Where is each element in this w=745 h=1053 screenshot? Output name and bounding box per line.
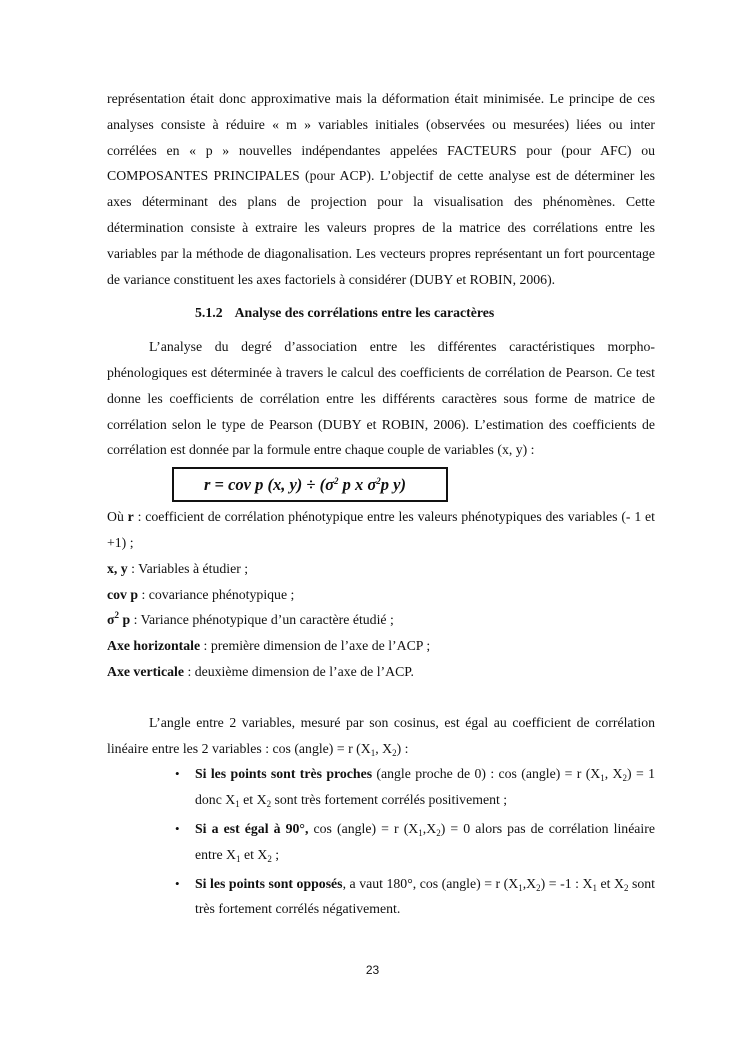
formula-box [172, 467, 448, 502]
definition-axe-horizontale [107, 633, 655, 659]
bullet-text: et X [240, 846, 268, 862]
bullet-text: ,X [422, 820, 437, 836]
section-paragraph: L’analyse du degré d’association entre les différentes caractéristiques morpho-phénologiques est déterminée à travers le calcul des coefficients de corrélation de Pearson. Ce test donne les coefficients de corrélation entre les différents caractères sous forme de matrice de corrélation selon le type de Pearson (DUBY et ROBIN, 2006). L’estimation des coefficients de corrélation est donnée par la formule entre chaque couple de variables (x, y) : [107, 339, 655, 458]
subscript: 1 [600, 773, 605, 784]
subscript: 2 [436, 827, 441, 838]
definition-text: : première dimension de l’axe de l’ACP ; [200, 638, 431, 654]
definition-sigma [107, 607, 655, 633]
bullet-icon: • [175, 820, 180, 836]
page-content [107, 86, 655, 925]
definition-text: : covariance phénotypique ; [138, 586, 295, 602]
bullet-bold: Si les points sont très proches [195, 766, 373, 782]
bullet-icon: • [175, 875, 180, 891]
definition-term: x, y [107, 560, 128, 576]
formula-superscript: 2 [333, 476, 339, 487]
bullet-list [107, 761, 655, 922]
bullet-text: , a vaut 180°, cos (angle) = r (X [342, 875, 519, 891]
bullet-bold: Si a est égal à 90°, [195, 820, 309, 836]
angle-text: L’angle entre 2 variables, mesuré par son cosinus, est égal au coefficient de corrélation linéaire entre les 2 variables : cos (angle) = r (X [107, 714, 655, 756]
formula-part: p y) [380, 475, 406, 495]
angle-paragraph [107, 710, 655, 762]
bullet-text: cos (angle) = r (X [308, 820, 419, 836]
definition-prefix: Où [107, 509, 128, 525]
spacer [107, 685, 655, 710]
definition-text: : deuxième dimension de l’axe de l’ACP. [184, 663, 414, 679]
bullet-text: et X [239, 792, 267, 808]
definition-r [107, 504, 655, 556]
bullet-item [175, 761, 655, 813]
bullet-icon: • [175, 766, 180, 782]
definition-axe-verticale [107, 659, 655, 685]
bullet-text: sont très fortement corrélés positivement ; [271, 792, 508, 808]
subscript: 1 [236, 853, 241, 864]
formula-superscript: 2 [376, 476, 381, 487]
definition-term: cov p [107, 586, 139, 602]
definition-cov [107, 582, 655, 608]
angle-text: , X [375, 740, 393, 756]
definition-text: : Variables à étudier ; [127, 560, 249, 576]
bullet-item [175, 816, 655, 868]
angle-text: ) : [396, 740, 409, 756]
bullet-text: ) = 1 donc X [195, 766, 655, 808]
bullet-text: et X [596, 875, 624, 891]
bullet-item [175, 871, 656, 923]
bullet-bold: Si les points sont opposés [195, 875, 343, 891]
section-heading [107, 300, 655, 326]
definition-term: Axe horizontale [107, 638, 201, 654]
subscript: 1 [235, 799, 240, 810]
subscript: 2 [392, 747, 397, 758]
definition-text: : coefficient de corrélation phénotypique entre les valeurs phénotypiques des variables (- 1 et +1) ; [107, 509, 655, 550]
bullet-text: , X [604, 766, 623, 782]
sigma-symbol: σ [107, 612, 115, 628]
bullet-text: ) = 0 alors pas de corrélation linéaire entre X [195, 820, 655, 862]
definition-term: Axe verticale [107, 663, 184, 679]
bullet-text: ) = -1 : X [540, 875, 593, 891]
subscript: 2 [267, 853, 272, 864]
subscript: 1 [418, 827, 423, 838]
sigma-rest: p [119, 612, 131, 628]
subscript: 1 [592, 882, 597, 893]
formula-part: p x σ [338, 475, 377, 495]
sigma-superscript: 2 [114, 610, 120, 621]
subscript: 2 [622, 773, 628, 784]
section-number: 5.1.2 [195, 305, 223, 321]
definition-term: r [127, 509, 134, 525]
subscript: 1 [518, 882, 523, 893]
subscript: 1 [370, 747, 376, 758]
definition-term [107, 612, 130, 627]
bullet-text: sont très fortement corrélés négativement. [195, 875, 656, 917]
intro-paragraph: représentation était donc approximative mais la déformation était minimisée. Le principe de ces analyses consiste à réduire « m » variables initiales (observées ou mesurées) liées ou inter corrélées en « p » nouvelles indépendantes appelées FACTEURS pour (pour AFC) ou COMPOSANTES PRINCIPALES (pour ACP). L’objectif de cette analyse est de déterminer les axes déterminant des plans de projection pour la visualisation des phénomènes. Cette détermination consiste à extraire les valeurs propres de la matrice des corrélations entre les variables par la méthode de diagonalisation. Les vecteurs propres représentant un fort pourcentage de variance constituent les axes factoriels à considérer (DUBY et ROBIN, 2006). [107, 91, 655, 287]
formula-part: r = cov p (x, y) ÷ (σ [204, 475, 334, 495]
definition-text: : Variance phénotypique d’un caractère étudié ; [130, 612, 394, 628]
bullet-text: (angle proche de 0) : cos (angle) = r (X [372, 766, 601, 782]
bullet-text: ,X [522, 875, 537, 891]
definition-xy [107, 556, 655, 582]
section-title: Analyse des corrélations entre les caractères [234, 305, 495, 321]
page-number: 23 [365, 963, 380, 977]
subscript: 2 [623, 882, 629, 893]
subscript: 2 [266, 799, 272, 810]
bullet-text: ; [271, 846, 280, 862]
subscript: 2 [536, 882, 541, 893]
